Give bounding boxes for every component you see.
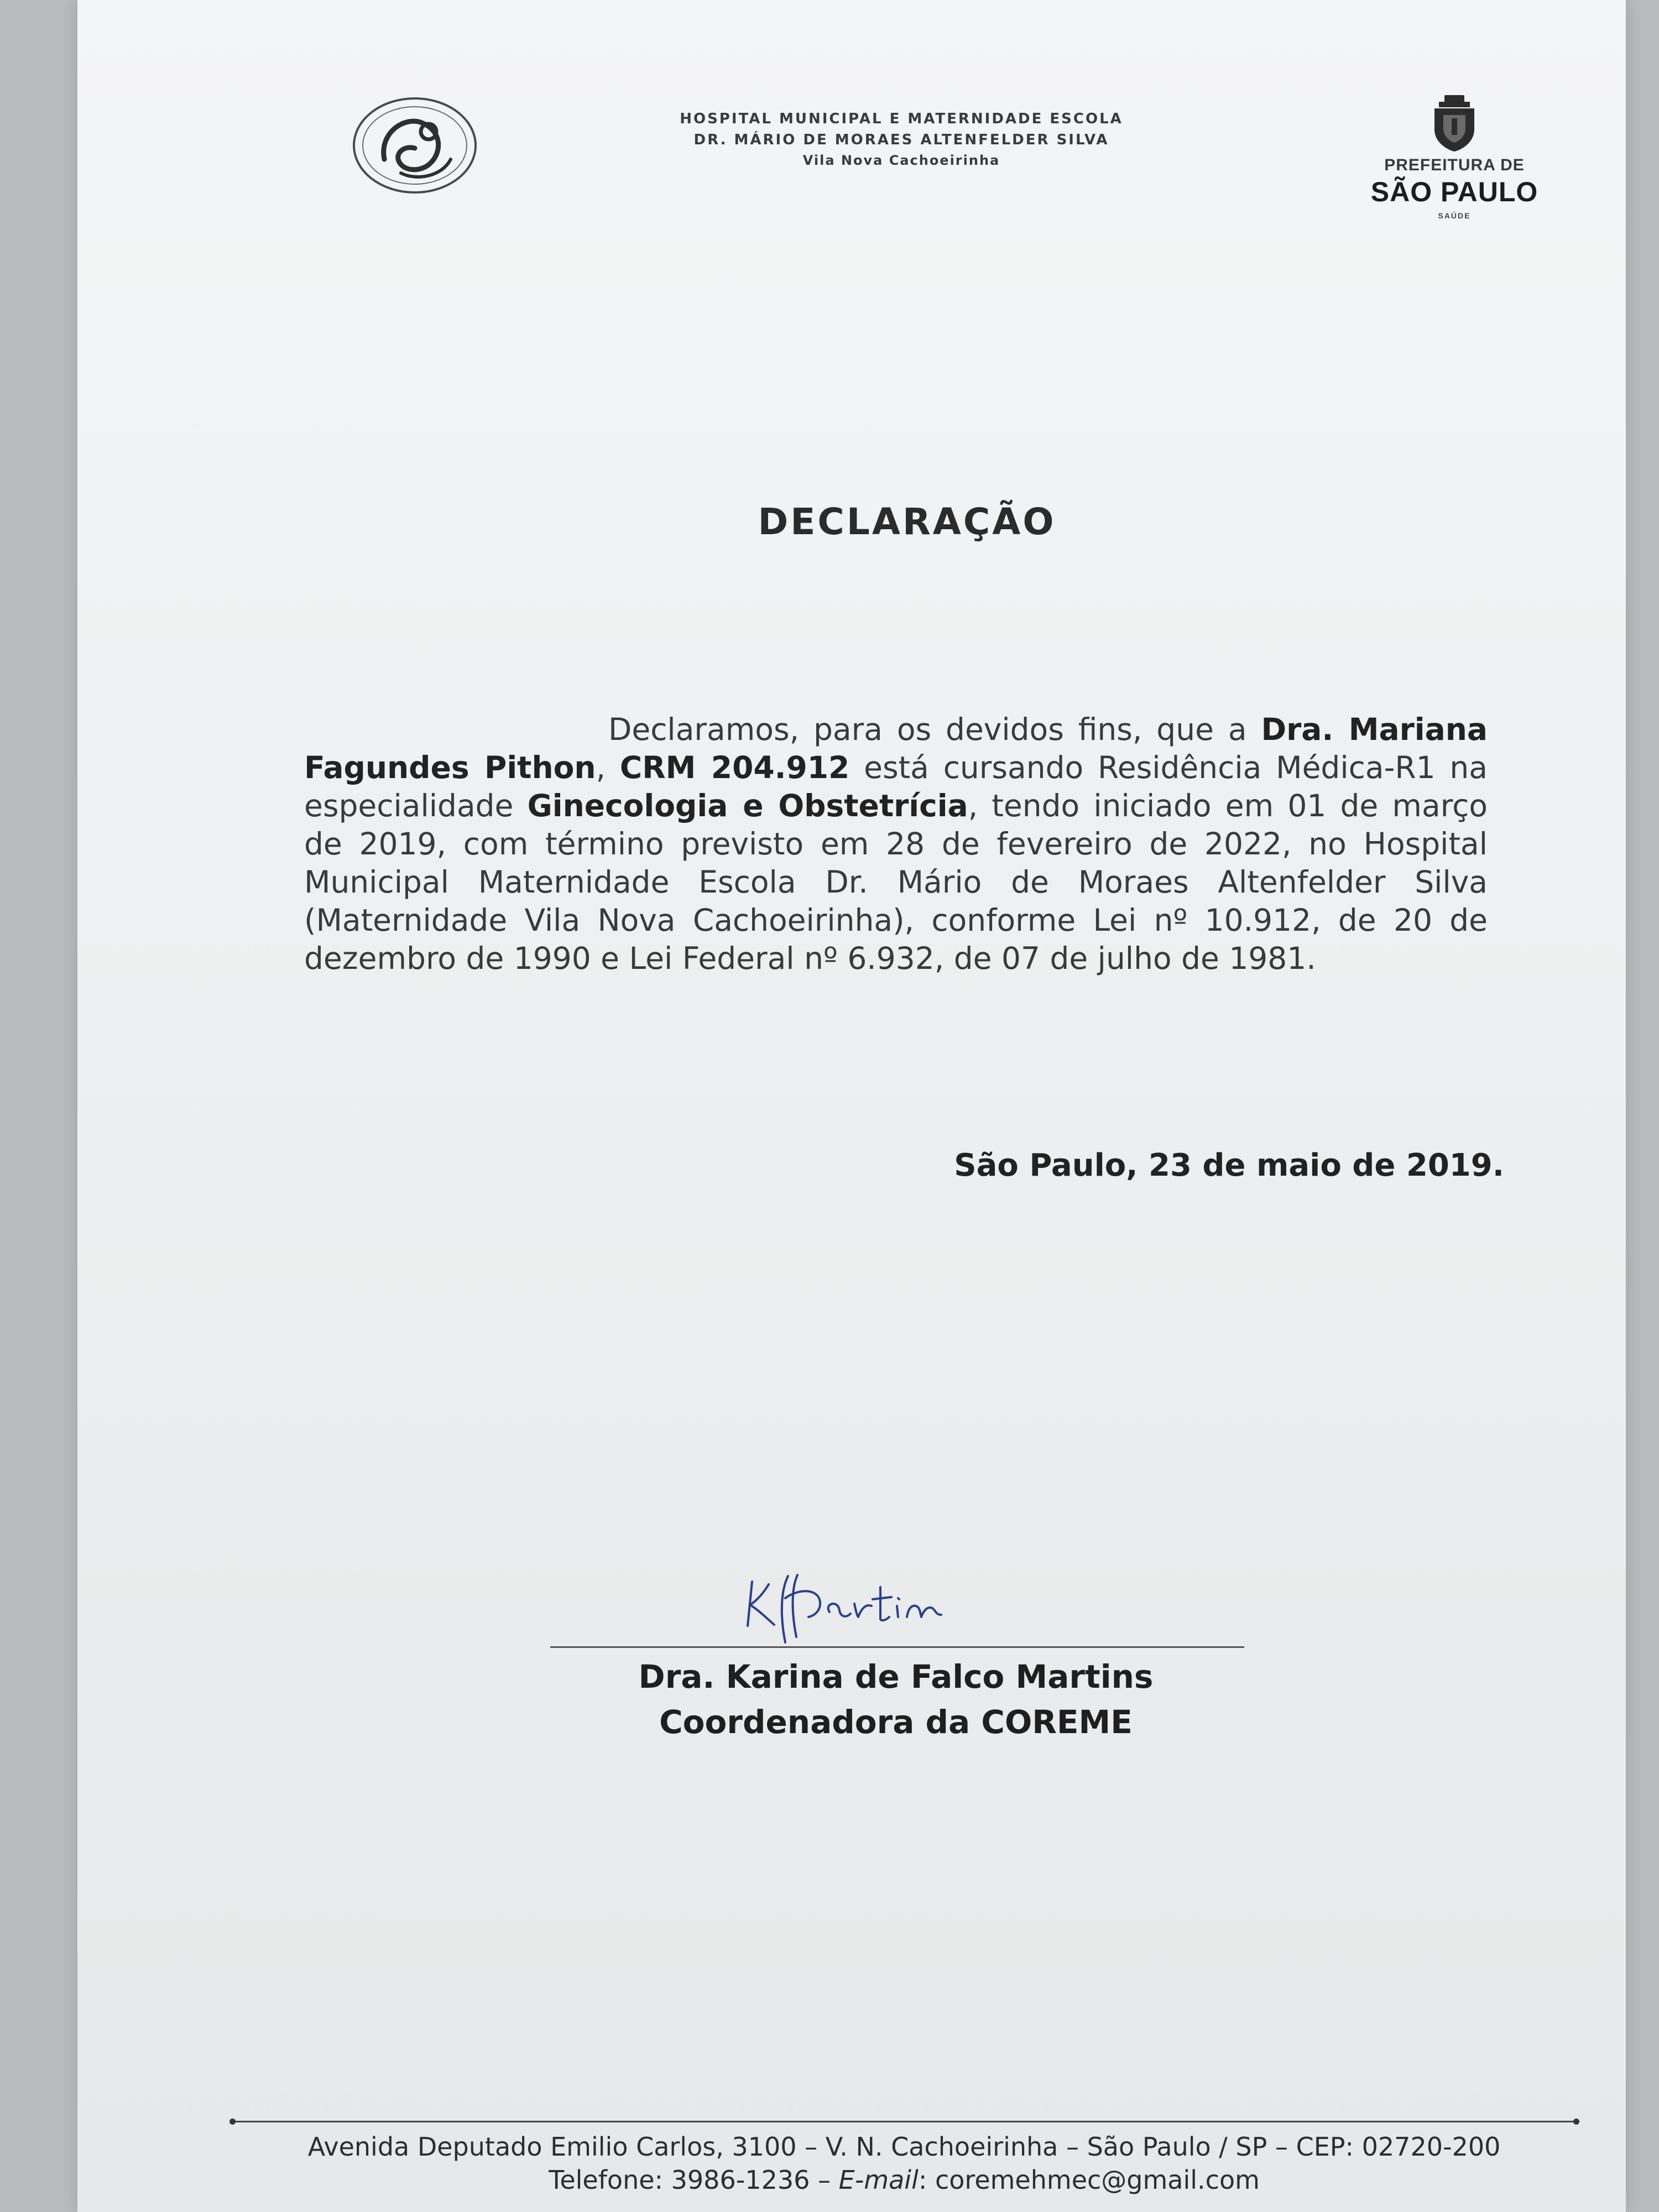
declaration-body [304, 711, 1488, 978]
footer-email-label: E-mail [838, 2165, 919, 2195]
signer-role: Coordenadora da COREME [659, 1703, 1133, 1741]
footer-phone: Telefone: 3986-1236 – [549, 2165, 839, 2195]
prefeitura-city: SÃO PAULO [1370, 176, 1538, 207]
hospital-header [597, 108, 1206, 170]
footer-divider-end-right [1573, 2119, 1579, 2125]
footer-address: Avenida Deputado Emilio Carlos, 3100 – V. N. Cachoeirinha – São Paulo / SP – CEP: 02720-200 [307, 2132, 1501, 2162]
footer-email: coremehmec@gmail.com [935, 2165, 1260, 2195]
signature-line [550, 1646, 1244, 1648]
prefeitura-label: PREFEITURA DE [1384, 156, 1525, 174]
resident-crm: CRM 204.912 [619, 750, 850, 785]
hospital-name-line2: DR. MÁRIO DE MORAES ALTENFELDER SILVA [693, 132, 1109, 148]
footer-divider-end-left [229, 2119, 236, 2125]
maternity-seal-icon [346, 93, 484, 198]
body-text-1: Declaramos, para os devidos fins, que a [608, 712, 1261, 747]
resident-name: Dra. Mariana Fagundes Pithon [304, 712, 1488, 785]
footer-contact [232, 2165, 1576, 2195]
hospital-name-line1: HOSPITAL MUNICIPAL E MATERNIDADE ESCOLA [680, 111, 1123, 127]
city-emblem-icon [1427, 93, 1482, 154]
signer-name: Dra. Karina de Falco Martins [638, 1658, 1154, 1695]
date-line: São Paulo, 23 de maio de 2019. [954, 1147, 1504, 1183]
prefeitura-department: SAÚDE [1438, 211, 1471, 220]
handwritten-signature [735, 1559, 968, 1648]
document-title: DECLARAÇÃO [758, 500, 1056, 543]
footer-email-separator: : [918, 2165, 935, 2195]
body-text-4: , tendo iniciado em 01 de março de 2019, com término previsto em 28 de fevereiro de 2022, no Hospital Municipal Maternidade Escola Dr. Mário de Moraes Altenfelder Silva (Maternidade Vila Nova Cachoeirinha), conforme Lei nº 10.912, de 20 de dezembro de 1990 e Lei Federal nº 6.932, de 07 de julho de 1981. [304, 788, 1488, 976]
body-text-2: , [596, 750, 620, 785]
footer-divider [232, 2121, 1576, 2122]
document-page [77, 0, 1626, 2212]
body-text-3: está cursando Residência Médica-R1 na especialidade [304, 750, 1488, 823]
hospital-location: Vila Nova Cachoeirinha [802, 153, 1000, 168]
specialty: Ginecologia e Obstetrícia [527, 788, 968, 823]
